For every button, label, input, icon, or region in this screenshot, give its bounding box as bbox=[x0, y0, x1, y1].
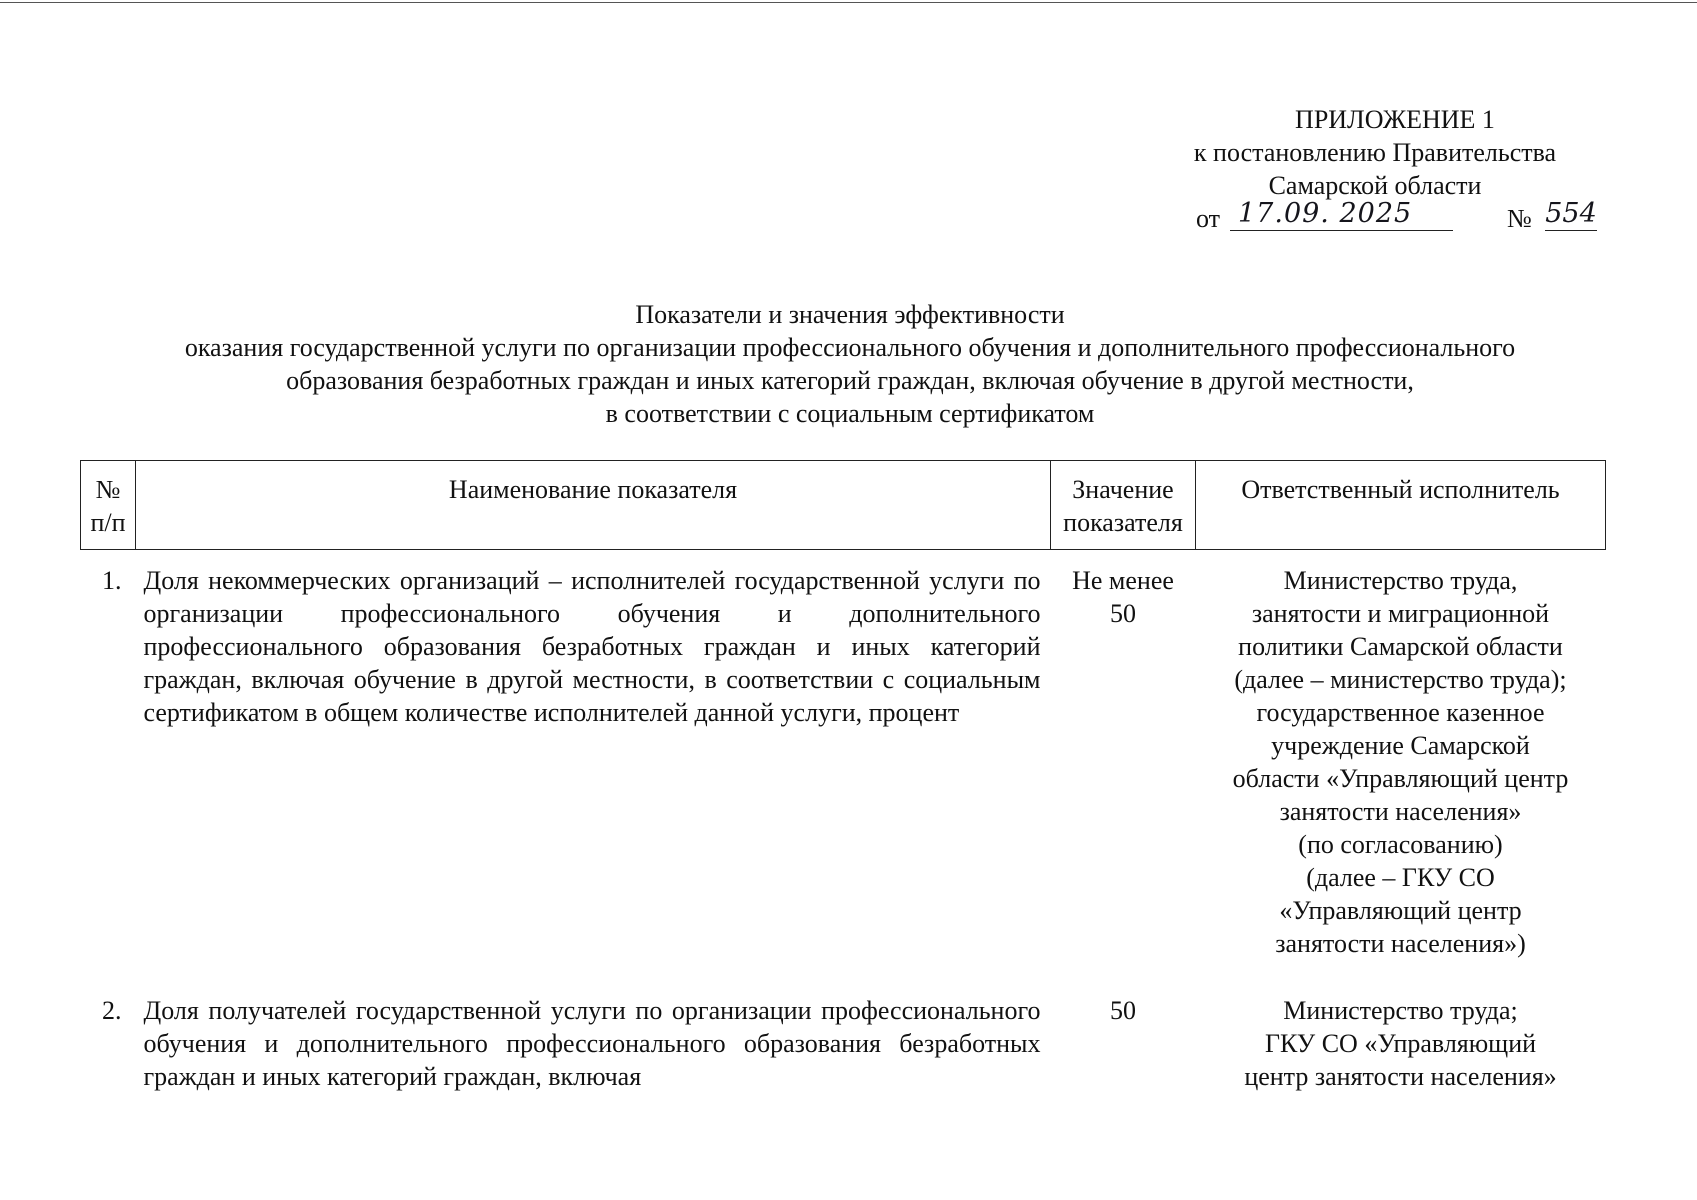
handwritten-number: 554 bbox=[1545, 198, 1597, 229]
responsible-line: Министерство труда; bbox=[1283, 996, 1518, 1025]
responsible-line: (по согласованию) bbox=[1298, 830, 1503, 859]
responsible-line: учреждение Самарской bbox=[1271, 731, 1530, 760]
indicator-value: Не менее 50 bbox=[1072, 566, 1174, 628]
responsible-line: (далее – министерство труда); bbox=[1234, 665, 1567, 694]
table-row bbox=[81, 564, 1606, 960]
table-row bbox=[81, 960, 1606, 1093]
row-number: 1. bbox=[102, 566, 122, 595]
document-title bbox=[80, 298, 1620, 430]
appendix-title: ПРИЛОЖЕНИЕ 1 bbox=[1295, 105, 1495, 134]
indicator-name: Доля некоммерческих организаций – исполнителей государственной услуги по организации профессионального обучения и дополнительного профессионального образования безработных граждан и иных категорий граждан, включая обучение в другой местности, в соответствии с социальным сертификатом в общем количестве исполнителей данной услуги, процент bbox=[143, 566, 1041, 727]
document-title-line-3: образования безработных граждан и иных категорий граждан, включая обучение в другой местности, bbox=[286, 366, 1414, 395]
responsible-line: области «Управляющий центр bbox=[1232, 764, 1569, 793]
responsible-line: «Управляющий центр bbox=[1279, 896, 1522, 925]
table-header-row bbox=[81, 461, 1606, 550]
responsible-executor bbox=[1196, 960, 1606, 1093]
responsible-line: ГКУ СО «Управляющий bbox=[1264, 1029, 1537, 1058]
responsible-line: государственное казенное bbox=[1256, 698, 1545, 727]
responsible-line: (далее – ГКУ СО bbox=[1306, 863, 1495, 892]
appendix-header bbox=[1150, 103, 1600, 236]
number-prefix: № bbox=[1507, 204, 1532, 233]
document-title-line-2: оказания государственной услуги по организации профессионального обучения и дополнительного профессионального bbox=[184, 333, 1516, 362]
responsible-executor bbox=[1196, 564, 1606, 960]
scan-edge-line bbox=[0, 2, 1697, 3]
row-number: 2. bbox=[102, 996, 122, 1025]
responsible-line: Министерство труда, bbox=[1283, 566, 1518, 595]
responsible-line: занятости населения») bbox=[1275, 929, 1526, 958]
indicator-name: Доля получателей государственной услуги по организации профессионального обучения и дополнительного профессионального образования безработных граждан и иных категорий граждан, включая bbox=[143, 996, 1041, 1091]
header-responsible: Ответственный исполнитель bbox=[1196, 461, 1606, 550]
appendix-line-1: к постановлению Правительства bbox=[1193, 138, 1557, 167]
indicators-table bbox=[80, 460, 1606, 1093]
header-name: Наименование показателя bbox=[136, 461, 1051, 550]
responsible-line: занятости и миграционной bbox=[1251, 599, 1550, 628]
responsible-line: занятости населения» bbox=[1279, 797, 1522, 826]
responsible-line: центр занятости населения» bbox=[1244, 1062, 1557, 1091]
header-value: Значение показателя bbox=[1051, 461, 1196, 550]
responsible-line: политики Самарской области bbox=[1238, 632, 1563, 661]
handwritten-date: 17.09. 2025 bbox=[1230, 197, 1453, 231]
document-title-line-4: в соответствии с социальным сертификатом bbox=[605, 399, 1095, 428]
appendix-dateline bbox=[1150, 198, 1600, 236]
document-title-line-1: Показатели и значения эффективности bbox=[635, 300, 1065, 329]
appendix-line-2: Самарской области bbox=[1268, 171, 1482, 200]
date-prefix: от bbox=[1196, 204, 1221, 233]
header-num: № п/п bbox=[81, 461, 136, 550]
indicator-value: 50 bbox=[1110, 996, 1136, 1025]
